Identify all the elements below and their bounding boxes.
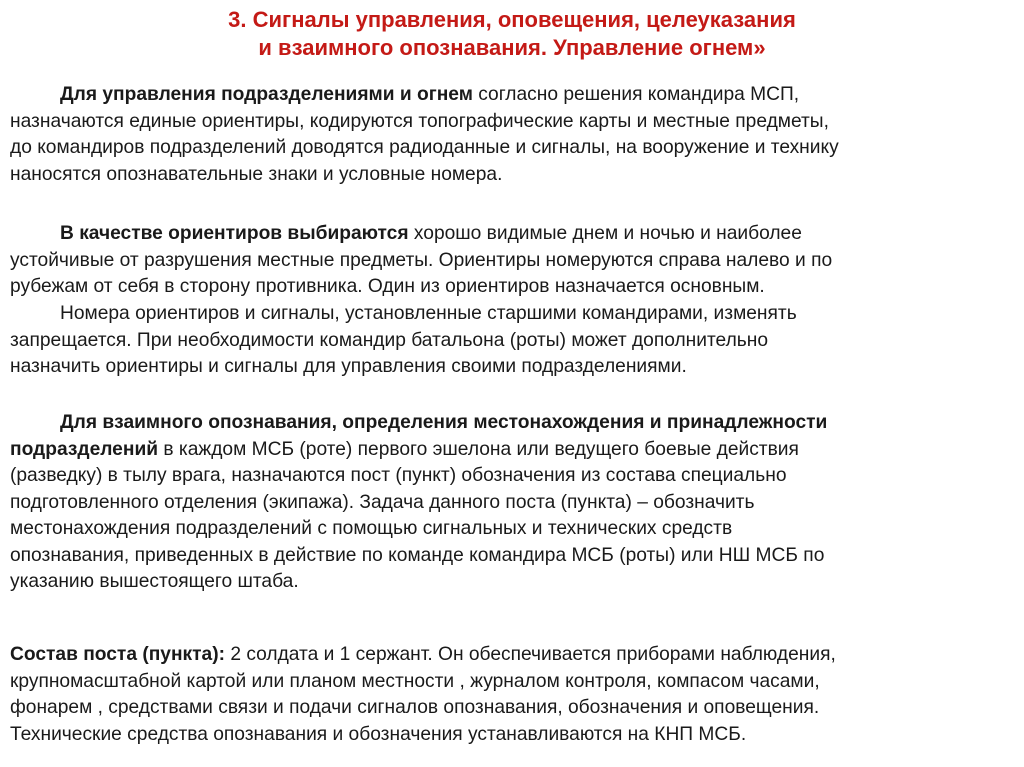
text-run: хорошо видимые днем и ночью и наиболее xyxy=(408,223,802,244)
text-line: до командиров подразделений доводятся радиоданные и сигналы, на вооружение и технику xyxy=(10,137,839,158)
paragraph-post-composition xyxy=(10,642,1016,748)
text-line: Технические средства опознавания и обозначения устанавливаются на КНП МСБ. xyxy=(10,723,747,745)
text-line: (разведку) в тылу врага, назначаются пост (пункт) обозначения из состава специально xyxy=(10,465,787,486)
text-run: в каждом МСБ (роте) первого эшелона или ведущего боевые действия xyxy=(158,438,799,460)
text-line: Номера ориентиров и сигналы, установленные старшими командирами, изменять xyxy=(60,303,797,324)
bold-lead: Состав поста (пункта): xyxy=(10,644,226,665)
bold-lead: подразделений xyxy=(10,438,159,460)
text-line xyxy=(10,82,1016,109)
paragraph-identification xyxy=(10,410,1016,596)
text-line: устойчивые от разрушения местные предметы. Ориентиры номеруются справа налево и по xyxy=(10,249,833,271)
paragraph-control xyxy=(10,82,1016,188)
text-line: фонарем , средствами связи и подачи сигналов опознавания, обозначения и оповещения. xyxy=(10,697,820,718)
paragraph-landmarks xyxy=(10,221,1016,301)
text-line: крупномасштабной картой или планом местности , журналом контроля, компасом часами, xyxy=(10,670,820,692)
text-line: назначить ориентиры и сигналы для управления своими подразделениями. xyxy=(10,356,687,377)
text-line: подготовленного отделения (экипажа). Задача данного поста (пункта) – обозначить xyxy=(10,491,755,513)
text-line: опознавания, приведенных в действие по команде командира МСБ (роты) или НШ МСБ по xyxy=(10,544,825,566)
title-line-1: 3. Сигналы управления, оповещения, целеуказания xyxy=(228,7,796,32)
bold-lead: Для взаимного опознавания, определения местонахождения и принадлежности xyxy=(60,412,828,433)
text-line xyxy=(10,410,1016,437)
paragraph-landmark-numbers xyxy=(10,301,1016,381)
slide-title xyxy=(0,6,1024,62)
text-line xyxy=(10,221,1016,248)
text-line: наносятся опознавательные знаки и условные номера. xyxy=(10,163,503,185)
text-run: согласно решения командира МСП, xyxy=(472,84,800,105)
text-line: местонахождения подразделений с помощью сигнальных и технических средств xyxy=(10,518,733,539)
title-line-2: и взаимного опознавания. Управление огнем» xyxy=(258,35,766,60)
text-run: 2 солдата и 1 сержант. Он обеспечивается приборами наблюдения, xyxy=(225,644,836,665)
bold-lead: Для управления подразделениями и огнем xyxy=(60,84,473,105)
text-line: запрещается. При необходимости командир батальона (роты) может дополнительно xyxy=(10,329,769,351)
text-line xyxy=(10,642,1016,669)
text-line: рубежам от себя в сторону противника. Один из ориентиров назначается основным. xyxy=(10,276,765,297)
text-line xyxy=(10,437,1016,464)
text-line: назначаются единые ориентиры, кодируются топографические карты и местные предметы, xyxy=(10,110,829,132)
text-line: указанию вышестоящего штаба. xyxy=(10,571,299,592)
bold-lead: В качестве ориентиров выбираются xyxy=(60,223,409,244)
